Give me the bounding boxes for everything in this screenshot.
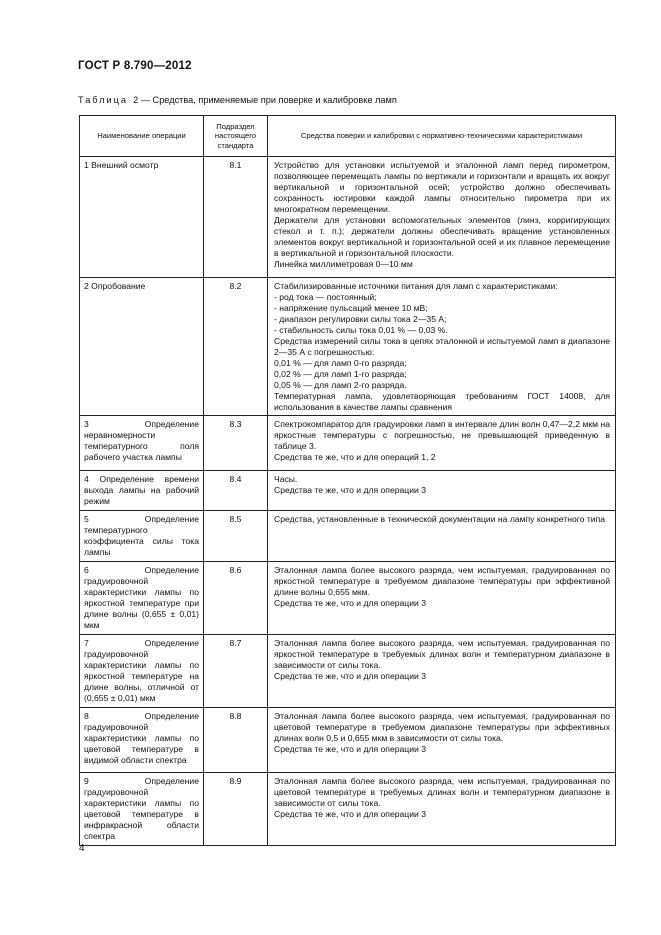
section-cell: 8.5 xyxy=(204,511,268,562)
means-line: Спектрокомпаратор для градуировки ламп в интервале длин волн 0,47—2,2 мкм на яркостные температуры с погрешностью, не превышающей приведенную в таблице 3. xyxy=(274,419,610,451)
table-row xyxy=(80,708,616,773)
operation-cell: 3 Определение неравномерности температурного поля рабочего участка лампы xyxy=(80,416,204,471)
means-line: Средства, установленные в технической документации на лампу конкретного типа xyxy=(274,514,606,524)
caption-label: Таблица xyxy=(78,95,129,105)
caption-number: 2 xyxy=(133,95,139,105)
means-line: Средства измерений силы тока в цепях эталонной и испытуемой ламп в диапазоне 2—35 А с погрешностью: xyxy=(274,336,610,357)
means-cell xyxy=(268,773,616,846)
section-cell: 8.8 xyxy=(204,708,268,773)
means-line: Температурная лампа, удовлетворяющая требованиям ГОСТ 14008, для использования в качестве лампы сравнения xyxy=(274,391,610,412)
means-line: Эталонная лампа более высокого разряда, чем испытуемая, градуированная по цветовой температуре в требуемом диапазоне температуры при эффективных длинах волн 0,5 и 0,655 мкм в зависимости от силы тока. xyxy=(274,711,610,743)
operation-cell: 6 Определение градуировочной характеристики лампы по яркостной температуре при длине волны (0,655 ± 0,01) мкм xyxy=(80,562,204,635)
means-line: Эталонная лампа более высокого разряда, чем испытуемая, градуированная по яркостной температуре в требуемых длинах волн и температурном диапазоне в зависимости от силы тока. xyxy=(274,638,610,670)
table-header-row xyxy=(80,116,616,157)
means-line: - род тока — постоянный; xyxy=(274,292,377,302)
means-line: Держатели для установки вспомогательных элементов (линз, корригирующих стекол и т. п.); держатели должны обеспечивать вращение установленных элементов вокруг вертикальной и горизонтальной осей и их плавное перемещение в вертикальной и горизонтальной плоскости. xyxy=(274,215,610,258)
means-line: Устройство для установки испытуемой и эталонной ламп перед пирометром, позволяющее перемещать лампы по вертикали и горизонтали и вращать их вокруг вертикальной и горизонтальной осей; устройство должно обеспечивать сохранность юстировки каждой лампы относительно пирометра при их многократном перемещении. xyxy=(274,160,610,214)
means-line: Стабилизированные источники питания для ламп с характеристиками: xyxy=(274,281,558,291)
page-number: 4 xyxy=(79,843,85,854)
operation-cell: 5 Определение температурного коэффициента силы тока лампы xyxy=(80,511,204,562)
means-line: Средства те же, что и для операции 3 xyxy=(274,744,426,754)
section-cell: 8.3 xyxy=(204,416,268,471)
column-header-section: Подраздел настоящего стандарта xyxy=(204,116,268,157)
operation-cell: 1 Внешний осмотр xyxy=(80,157,204,278)
operation-cell: 8 Определение градуировочной характеристики лампы по цветовой температуре в видимой области спектра xyxy=(80,708,204,773)
means-line: Средства те же, что и для операции 3 xyxy=(274,671,426,681)
table-row xyxy=(80,278,616,416)
operation-cell: 9 Определение градуировочной характеристики лампы по цветовой температуре в инфракрасной области спектра xyxy=(80,773,204,846)
means-cell xyxy=(268,471,616,511)
means-line: - напряжение пульсаций менее 10 мВ; xyxy=(274,303,428,313)
table-row xyxy=(80,773,616,846)
means-cell xyxy=(268,708,616,773)
means-cell xyxy=(268,278,616,416)
means-line: - стабильность силы тока 0,01 % — 0,03 %. xyxy=(274,325,448,335)
table-row xyxy=(80,471,616,511)
means-line: Средства те же, что и для операций 1, 2 xyxy=(274,452,436,462)
means-line: 0,05 % — для ламп 2-го разряда. xyxy=(274,380,407,390)
section-cell: 8.9 xyxy=(204,773,268,846)
means-cell xyxy=(268,511,616,562)
means-line: Эталонная лампа более высокого разряда, чем испытуемая, градуированная по яркостной температуре в требуемом диапазоне температуры при эффективной длине волны 0,655 мкм. xyxy=(274,565,610,597)
means-line: Средства те же, что и для операции 3 xyxy=(274,598,426,608)
section-cell: 8.6 xyxy=(204,562,268,635)
means-line: 0,02 % — для ламп 1-го разряда; xyxy=(274,369,407,379)
verification-means-table xyxy=(79,115,616,846)
operation-cell: 2 Опробование xyxy=(80,278,204,416)
means-cell xyxy=(268,416,616,471)
means-line: Эталонная лампа более высокого разряда, чем испытуемая, градуированная по цветовой температуре в требуемых длинах волн и температурном диапазоне в зависимости от силы тока. xyxy=(274,776,610,808)
caption-text: — Средства, применяемые при поверке и калибровке ламп xyxy=(138,95,397,105)
table-caption xyxy=(78,95,397,105)
operation-cell: 4 Определение времени выхода лампы на рабочий режим xyxy=(80,471,204,511)
section-cell: 8.4 xyxy=(204,471,268,511)
section-cell: 8.2 xyxy=(204,278,268,416)
table-row xyxy=(80,157,616,278)
means-line: Средства те же, что и для операции 3 xyxy=(274,485,426,495)
table-row xyxy=(80,416,616,471)
section-cell: 8.7 xyxy=(204,635,268,708)
means-line: 0,01 % — для ламп 0-го разряда; xyxy=(274,358,407,368)
means-cell xyxy=(268,562,616,635)
section-cell: 8.1 xyxy=(204,157,268,278)
column-header-means: Средства поверки и калибровки с нормативно-техническими характеристиками xyxy=(268,116,616,157)
document-header: ГОСТ Р 8.790—2012 xyxy=(78,60,192,72)
column-header-operation: Наименование операции xyxy=(80,116,204,157)
means-cell xyxy=(268,635,616,708)
means-cell xyxy=(268,157,616,278)
table-row xyxy=(80,635,616,708)
means-line: - диапазон регулировки силы тока 2—35 А; xyxy=(274,314,447,324)
table-row xyxy=(80,511,616,562)
operation-cell: 7 Определение градуировочной характеристики лампы по яркостной температуре на длине волны, отличной от (0,655 ± 0,01) мкм xyxy=(80,635,204,708)
means-line: Часы. xyxy=(274,474,298,484)
table-row xyxy=(80,562,616,635)
table-body xyxy=(80,157,616,846)
means-line: Средства те же, что и для операции 3 xyxy=(274,809,426,819)
means-line: Линейка миллиметровая 0—10 мм xyxy=(274,259,413,269)
